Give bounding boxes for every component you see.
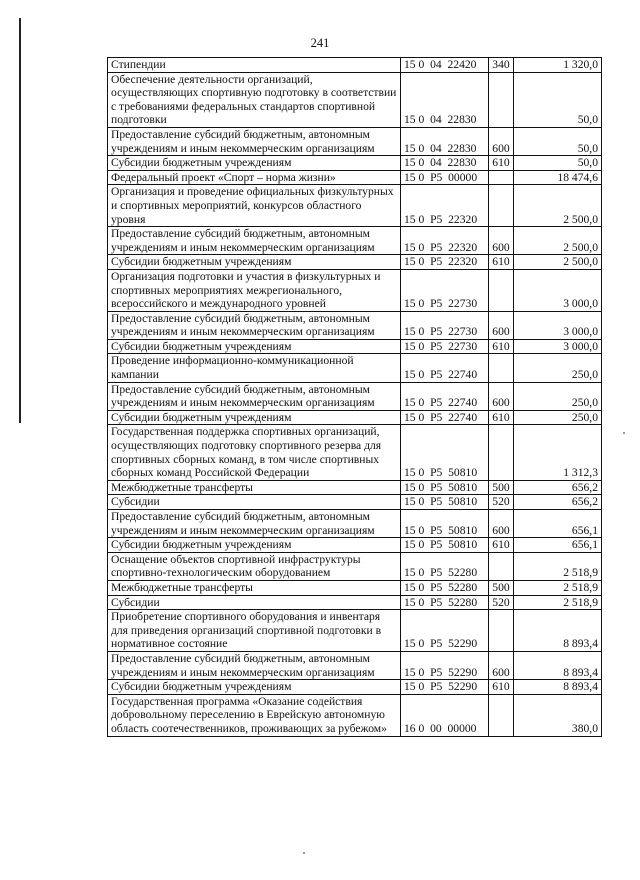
table-row bbox=[108, 495, 602, 510]
row-code-cell: 15 0 P5 50810 bbox=[401, 538, 489, 553]
row-name-cell: Приобретение спортивного оборудования и инвентаря для приведения организаций спортивной подготовки в нормативное состояние bbox=[108, 610, 401, 652]
table-row bbox=[108, 480, 602, 495]
row-name-cell: Предоставление субсидий бюджетным, автономным учреждениям и иным некоммерческим организациям bbox=[108, 227, 401, 255]
row-vr-cell bbox=[489, 610, 514, 652]
row-vr-cell bbox=[489, 552, 514, 580]
row-vr-cell: 600 bbox=[489, 651, 514, 679]
row-code-cell: 15 0 P5 22740 bbox=[401, 410, 489, 425]
row-code-cell: 15 0 P5 50810 bbox=[401, 425, 489, 480]
row-code-cell: 15 0 P5 52290 bbox=[401, 610, 489, 652]
row-code-cell: 15 0 P5 52280 bbox=[401, 552, 489, 580]
row-code-cell: 15 0 P5 50810 bbox=[401, 495, 489, 510]
row-name-cell: Субсидии бюджетным учреждениям bbox=[108, 538, 401, 553]
budget-table bbox=[107, 57, 602, 737]
row-amount-cell: 250,0 bbox=[514, 410, 602, 425]
table-row bbox=[108, 269, 602, 311]
row-code-cell: 15 0 P5 52280 bbox=[401, 595, 489, 610]
row-vr-cell: 610 bbox=[489, 538, 514, 553]
row-vr-cell bbox=[489, 694, 514, 736]
row-amount-cell: 3 000,0 bbox=[514, 339, 602, 354]
scan-speck bbox=[623, 432, 625, 434]
row-vr-cell bbox=[489, 354, 514, 382]
row-name-cell: Субсидии бюджетным учреждениям bbox=[108, 410, 401, 425]
table-row bbox=[108, 425, 602, 480]
table-row bbox=[108, 339, 602, 354]
row-code-cell: 15 0 P5 22740 bbox=[401, 382, 489, 410]
row-code-cell: 15 0 P5 52290 bbox=[401, 651, 489, 679]
row-vr-cell: 610 bbox=[489, 339, 514, 354]
table-row bbox=[108, 156, 602, 171]
row-amount-cell: 2 500,0 bbox=[514, 255, 602, 270]
row-name-cell: Государственная программа «Оказание содействия добровольному переселению в Еврейскую автономную область соотечественников, проживающих за рубежом» bbox=[108, 694, 401, 736]
row-code-cell: 15 0 P5 22730 bbox=[401, 269, 489, 311]
row-vr-cell: 610 bbox=[489, 680, 514, 695]
row-vr-cell: 600 bbox=[489, 127, 514, 155]
row-name-cell: Стипендии bbox=[108, 58, 401, 73]
row-name-cell: Предоставление субсидий бюджетным, автономным учреждениям и иным некоммерческим организациям bbox=[108, 127, 401, 155]
row-vr-cell bbox=[489, 185, 514, 227]
row-vr-cell bbox=[489, 72, 514, 127]
row-amount-cell: 656,2 bbox=[514, 495, 602, 510]
row-amount-cell: 1 320,0 bbox=[514, 58, 602, 73]
row-vr-cell: 600 bbox=[489, 311, 514, 339]
row-vr-cell bbox=[489, 170, 514, 185]
row-name-cell: Государственная поддержка спортивных организаций, осуществляющих подготовку спортивного резерва для спортивных сборных команд, в том числе спортивных сборных команд Российской Федерации bbox=[108, 425, 401, 480]
row-amount-cell: 8 893,4 bbox=[514, 610, 602, 652]
row-amount-cell: 656,1 bbox=[514, 510, 602, 538]
row-code-cell: 15 0 P5 22730 bbox=[401, 311, 489, 339]
table-row bbox=[108, 227, 602, 255]
scan-speck bbox=[303, 852, 305, 854]
row-name-cell: Межбюджетные трансферты bbox=[108, 480, 401, 495]
row-vr-cell: 610 bbox=[489, 156, 514, 171]
row-amount-cell: 18 474,6 bbox=[514, 170, 602, 185]
row-amount-cell: 3 000,0 bbox=[514, 311, 602, 339]
row-name-cell: Субсидии бюджетным учреждениям bbox=[108, 255, 401, 270]
row-vr-cell: 610 bbox=[489, 255, 514, 270]
row-code-cell: 15 0 P5 22320 bbox=[401, 255, 489, 270]
row-vr-cell bbox=[489, 269, 514, 311]
table-row bbox=[108, 311, 602, 339]
row-code-cell: 15 0 P5 22320 bbox=[401, 185, 489, 227]
row-name-cell: Субсидии bbox=[108, 595, 401, 610]
table-row bbox=[108, 354, 602, 382]
row-code-cell: 15 0 P5 22730 bbox=[401, 339, 489, 354]
row-vr-cell: 610 bbox=[489, 410, 514, 425]
row-code-cell: 15 0 04 22830 bbox=[401, 156, 489, 171]
table-row bbox=[108, 552, 602, 580]
row-vr-cell: 500 bbox=[489, 480, 514, 495]
row-code-cell: 15 0 P5 50810 bbox=[401, 480, 489, 495]
row-code-cell: 15 0 04 22420 bbox=[401, 58, 489, 73]
row-code-cell: 15 0 04 22830 bbox=[401, 72, 489, 127]
row-name-cell: Предоставление субсидий бюджетным, автономным учреждениям и иным некоммерческим организациям bbox=[108, 510, 401, 538]
row-amount-cell: 656,1 bbox=[514, 538, 602, 553]
table-row bbox=[108, 72, 602, 127]
row-code-cell: 15 0 04 22830 bbox=[401, 127, 489, 155]
row-amount-cell: 2 500,0 bbox=[514, 227, 602, 255]
row-amount-cell: 250,0 bbox=[514, 382, 602, 410]
row-name-cell: Организация и проведение официальных физкультурных и спортивных мероприятий, конкурсов областного уровня bbox=[108, 185, 401, 227]
row-code-cell: 16 0 00 00000 bbox=[401, 694, 489, 736]
table-row bbox=[108, 410, 602, 425]
row-vr-cell: 520 bbox=[489, 495, 514, 510]
row-name-cell: Субсидии bbox=[108, 495, 401, 510]
row-name-cell: Организация подготовки и участия в физкультурных и спортивных мероприятиях межрегионального, всероссийского и международного уровней bbox=[108, 269, 401, 311]
table-row bbox=[108, 595, 602, 610]
row-vr-cell: 500 bbox=[489, 580, 514, 595]
table-row bbox=[108, 170, 602, 185]
table-row bbox=[108, 185, 602, 227]
table-row bbox=[108, 382, 602, 410]
row-amount-cell: 656,2 bbox=[514, 480, 602, 495]
table-row bbox=[108, 580, 602, 595]
row-code-cell: 15 0 P5 52280 bbox=[401, 580, 489, 595]
row-name-cell: Субсидии бюджетным учреждениям bbox=[108, 339, 401, 354]
table-row bbox=[108, 58, 602, 73]
row-amount-cell: 50,0 bbox=[514, 72, 602, 127]
table-row bbox=[108, 694, 602, 736]
budget-table-body bbox=[108, 58, 602, 737]
row-amount-cell: 250,0 bbox=[514, 354, 602, 382]
table-row bbox=[108, 651, 602, 679]
row-vr-cell: 600 bbox=[489, 227, 514, 255]
row-name-cell: Межбюджетные трансферты bbox=[108, 580, 401, 595]
row-amount-cell: 2 518,9 bbox=[514, 552, 602, 580]
table-row bbox=[108, 610, 602, 652]
row-name-cell: Федеральный проект «Спорт – норма жизни» bbox=[108, 170, 401, 185]
row-name-cell: Оснащение объектов спортивной инфраструктуры спортивно-технологическим оборудованием bbox=[108, 552, 401, 580]
row-amount-cell: 380,0 bbox=[514, 694, 602, 736]
row-amount-cell: 1 312,3 bbox=[514, 425, 602, 480]
row-amount-cell: 8 893,4 bbox=[514, 680, 602, 695]
row-code-cell: 15 0 P5 50810 bbox=[401, 510, 489, 538]
row-amount-cell: 8 893,4 bbox=[514, 651, 602, 679]
table-row bbox=[108, 127, 602, 155]
row-name-cell: Проведение информационно-коммуникационной кампании bbox=[108, 354, 401, 382]
row-amount-cell: 2 518,9 bbox=[514, 595, 602, 610]
row-name-cell: Субсидии бюджетным учреждениям bbox=[108, 680, 401, 695]
row-name-cell: Предоставление субсидий бюджетным, автономным учреждениям и иным некоммерческим организациям bbox=[108, 382, 401, 410]
row-vr-cell: 520 bbox=[489, 595, 514, 610]
table-row bbox=[108, 255, 602, 270]
table-row bbox=[108, 680, 602, 695]
margin-rule bbox=[19, 18, 21, 423]
table-row bbox=[108, 510, 602, 538]
row-code-cell: 15 0 P5 22320 bbox=[401, 227, 489, 255]
row-name-cell: Обеспечение деятельности организаций, осуществляющих спортивную подготовку в соответствии с требованиями федеральных стандартов спортивной подготовки bbox=[108, 72, 401, 127]
row-vr-cell: 600 bbox=[489, 510, 514, 538]
row-code-cell: 15 0 P5 22740 bbox=[401, 354, 489, 382]
row-amount-cell: 2 500,0 bbox=[514, 185, 602, 227]
row-code-cell: 15 0 P5 00000 bbox=[401, 170, 489, 185]
row-name-cell: Субсидии бюджетным учреждениям bbox=[108, 156, 401, 171]
row-amount-cell: 50,0 bbox=[514, 127, 602, 155]
row-code-cell: 15 0 P5 52290 bbox=[401, 680, 489, 695]
row-name-cell: Предоставление субсидий бюджетным, автономным учреждениям и иным некоммерческим организациям bbox=[108, 651, 401, 679]
row-amount-cell: 50,0 bbox=[514, 156, 602, 171]
row-vr-cell: 600 bbox=[489, 382, 514, 410]
row-vr-cell bbox=[489, 425, 514, 480]
row-vr-cell: 340 bbox=[489, 58, 514, 73]
row-amount-cell: 3 000,0 bbox=[514, 269, 602, 311]
row-amount-cell: 2 518,9 bbox=[514, 580, 602, 595]
row-name-cell: Предоставление субсидий бюджетным, автономным учреждениям и иным некоммерческим организациям bbox=[108, 311, 401, 339]
table-row bbox=[108, 538, 602, 553]
page-number: 241 bbox=[310, 36, 330, 50]
